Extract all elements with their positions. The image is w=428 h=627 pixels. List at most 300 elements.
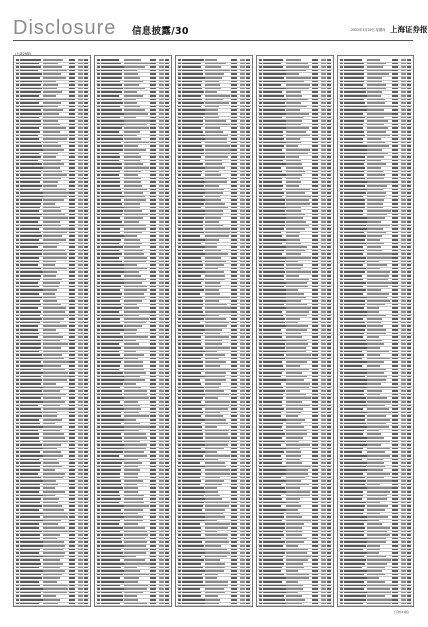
table-cell bbox=[78, 106, 83, 108]
table-cell bbox=[327, 99, 331, 101]
table-cell bbox=[240, 451, 245, 453]
table-cell bbox=[321, 415, 326, 417]
table-cell bbox=[240, 84, 245, 86]
table-cell bbox=[20, 221, 38, 223]
table-cell bbox=[259, 570, 262, 572]
table-cell bbox=[401, 203, 406, 205]
table-cell bbox=[327, 523, 331, 525]
table-cell bbox=[159, 160, 164, 162]
table-cell bbox=[340, 372, 343, 374]
table-cell bbox=[392, 300, 398, 302]
table-cell bbox=[312, 387, 318, 389]
table-cell bbox=[69, 199, 75, 201]
table-cell bbox=[344, 185, 365, 187]
table-cell bbox=[367, 343, 384, 345]
table-cell bbox=[205, 531, 217, 533]
table-cell bbox=[344, 264, 363, 266]
table-cell bbox=[259, 102, 262, 104]
table-cell bbox=[392, 59, 398, 61]
table-cell bbox=[205, 538, 227, 540]
table-cell bbox=[401, 138, 406, 140]
table-cell bbox=[159, 419, 164, 421]
table-cell bbox=[246, 372, 250, 374]
table-cell bbox=[259, 563, 262, 565]
table-cell bbox=[178, 329, 181, 331]
table-cell bbox=[150, 91, 156, 93]
table-cell bbox=[43, 379, 67, 381]
table-cell bbox=[78, 340, 83, 342]
table-cell bbox=[182, 282, 201, 284]
table-cell bbox=[259, 99, 262, 101]
table-cell bbox=[78, 81, 83, 83]
table-cell bbox=[84, 502, 88, 504]
table-cell bbox=[327, 142, 331, 144]
table-cell bbox=[150, 372, 156, 374]
table-cell bbox=[240, 581, 245, 583]
table-cell bbox=[344, 311, 368, 313]
table-cell bbox=[321, 282, 326, 284]
table-cell bbox=[124, 203, 140, 205]
table-cell bbox=[124, 581, 138, 583]
table-cell bbox=[263, 109, 285, 111]
table-cell bbox=[344, 372, 367, 374]
table-cell bbox=[263, 167, 281, 169]
table-cell bbox=[205, 95, 230, 97]
table-cell bbox=[263, 149, 282, 151]
table-cell bbox=[97, 178, 100, 180]
table-cell bbox=[97, 81, 100, 83]
table-cell bbox=[392, 271, 398, 273]
table-cell bbox=[367, 81, 382, 83]
table-cell bbox=[43, 505, 62, 507]
table-cell bbox=[263, 347, 285, 349]
table-cell bbox=[16, 127, 19, 129]
table-cell bbox=[150, 145, 156, 147]
table-cell bbox=[124, 318, 149, 320]
table-cell bbox=[407, 203, 411, 205]
table-cell bbox=[205, 415, 223, 417]
table-cell bbox=[392, 192, 398, 194]
table-cell bbox=[231, 466, 237, 468]
table-cell bbox=[43, 178, 61, 180]
table-cell bbox=[344, 217, 368, 219]
table-cell bbox=[312, 426, 318, 428]
table-cell bbox=[165, 603, 169, 605]
table-cell bbox=[240, 333, 245, 335]
table-cell bbox=[165, 88, 169, 90]
table-cell bbox=[182, 135, 205, 137]
table-cell bbox=[240, 340, 245, 342]
table-cell bbox=[101, 376, 125, 378]
table-cell bbox=[69, 405, 75, 407]
table-cell bbox=[263, 376, 281, 378]
table-cell bbox=[84, 581, 88, 583]
table-cell bbox=[327, 304, 331, 306]
table-cell bbox=[259, 484, 262, 486]
table-cell bbox=[165, 595, 169, 597]
table-cell bbox=[259, 498, 262, 500]
table-cell bbox=[407, 106, 411, 108]
table-cell bbox=[312, 199, 318, 201]
table-cell bbox=[407, 268, 411, 270]
table-cell bbox=[321, 426, 326, 428]
table-cell bbox=[16, 397, 19, 399]
table-cell bbox=[165, 250, 169, 252]
table-cell bbox=[178, 322, 181, 324]
table-cell bbox=[69, 462, 75, 464]
table-cell bbox=[401, 401, 406, 403]
table-cell bbox=[246, 394, 250, 396]
table-cell bbox=[321, 545, 326, 547]
table-cell bbox=[205, 77, 222, 79]
table-cell bbox=[20, 347, 41, 349]
table-cell bbox=[159, 235, 164, 237]
table-cell bbox=[407, 282, 411, 284]
table-cell bbox=[78, 390, 83, 392]
table-cell bbox=[182, 498, 206, 500]
table-cell bbox=[20, 527, 39, 529]
table-cell bbox=[165, 574, 169, 576]
table-cell bbox=[178, 257, 181, 259]
table-cell bbox=[43, 135, 68, 137]
table-cell bbox=[407, 390, 411, 392]
table-cell bbox=[78, 325, 83, 327]
table-cell bbox=[367, 322, 381, 324]
table-cell bbox=[321, 124, 326, 126]
table-cell bbox=[259, 383, 262, 385]
table-cell bbox=[401, 271, 406, 273]
table-cell bbox=[69, 513, 75, 515]
header-rule bbox=[13, 40, 413, 41]
table-cell bbox=[16, 556, 19, 558]
table-cell bbox=[263, 390, 285, 392]
table-cell bbox=[124, 336, 148, 338]
table-cell bbox=[124, 138, 141, 140]
table-cell bbox=[159, 556, 164, 558]
table-cell bbox=[286, 207, 301, 209]
table-cell bbox=[344, 91, 366, 93]
table-cell bbox=[286, 433, 307, 435]
table-cell bbox=[101, 84, 122, 86]
table-cell bbox=[78, 509, 83, 511]
table-cell bbox=[43, 163, 64, 165]
table-cell bbox=[159, 487, 164, 489]
table-cell bbox=[321, 286, 326, 288]
table-cell bbox=[16, 538, 19, 540]
table-cell bbox=[259, 545, 262, 547]
table-cell bbox=[43, 358, 64, 360]
table-cell bbox=[231, 387, 237, 389]
masthead-bar bbox=[13, 17, 428, 39]
table-cell bbox=[159, 441, 164, 443]
table-cell bbox=[263, 99, 286, 101]
table-cell bbox=[392, 282, 398, 284]
table-cell bbox=[178, 279, 181, 281]
table-cell bbox=[367, 73, 389, 75]
table-cell bbox=[263, 502, 286, 504]
table-cell bbox=[231, 570, 237, 572]
table-cell bbox=[159, 354, 164, 356]
table-cell bbox=[246, 462, 250, 464]
table-cell bbox=[231, 135, 237, 137]
table-cell bbox=[340, 347, 343, 349]
table-cell bbox=[97, 549, 100, 551]
table-cell bbox=[407, 70, 411, 72]
table-cell bbox=[407, 257, 411, 259]
table-cell bbox=[240, 541, 245, 543]
table-cell bbox=[16, 196, 19, 198]
table-cell bbox=[263, 293, 286, 295]
table-cell bbox=[340, 77, 343, 79]
table-cell bbox=[407, 347, 411, 349]
table-cell bbox=[401, 239, 406, 241]
table-cell bbox=[367, 408, 389, 410]
table-cell bbox=[97, 509, 100, 511]
table-cell bbox=[392, 70, 398, 72]
table-cell bbox=[240, 307, 245, 309]
table-cell bbox=[259, 444, 262, 446]
table-cell bbox=[97, 333, 100, 335]
table-cell bbox=[178, 109, 181, 111]
table-cell bbox=[78, 131, 83, 133]
table-cell bbox=[327, 487, 331, 489]
table-cell bbox=[84, 527, 88, 529]
table-cell bbox=[69, 318, 75, 320]
table-cell bbox=[124, 181, 141, 183]
table-cell bbox=[20, 127, 39, 129]
table-cell bbox=[43, 120, 58, 122]
table-cell bbox=[150, 545, 156, 547]
table-cell bbox=[182, 271, 205, 273]
table-cell bbox=[263, 534, 284, 536]
table-cell bbox=[246, 552, 250, 554]
table-cell bbox=[312, 117, 318, 119]
table-cell bbox=[392, 329, 398, 331]
table-cell bbox=[344, 156, 365, 158]
table-cell bbox=[240, 347, 245, 349]
table-cell bbox=[246, 300, 250, 302]
table-cell bbox=[124, 513, 138, 515]
table-cell bbox=[246, 538, 250, 540]
table-cell bbox=[392, 135, 398, 137]
table-cell bbox=[16, 311, 19, 313]
table-cell bbox=[263, 340, 287, 342]
table-cell bbox=[182, 318, 204, 320]
table-cell bbox=[340, 318, 343, 320]
table-cell bbox=[392, 275, 398, 277]
table-cell bbox=[178, 448, 181, 450]
table-cell bbox=[78, 502, 83, 504]
table-cell bbox=[240, 275, 245, 277]
table-cell bbox=[78, 520, 83, 522]
table-cell bbox=[159, 300, 164, 302]
table-cell bbox=[78, 311, 83, 313]
table-cell bbox=[69, 505, 75, 507]
table-cell bbox=[124, 315, 139, 317]
table-cell bbox=[321, 376, 326, 378]
table-cell bbox=[240, 534, 245, 536]
table-cell bbox=[327, 347, 331, 349]
table-cell bbox=[124, 221, 139, 223]
table-cell bbox=[159, 383, 164, 385]
table-cell bbox=[178, 307, 181, 309]
table-cell bbox=[327, 513, 331, 515]
table-cell bbox=[165, 203, 169, 205]
table-cell bbox=[182, 570, 205, 572]
table-cell bbox=[101, 487, 123, 489]
table-cell bbox=[240, 448, 245, 450]
table-cell bbox=[165, 405, 169, 407]
table-cell bbox=[246, 444, 250, 446]
table-cell bbox=[286, 534, 302, 536]
table-cell bbox=[101, 289, 120, 291]
table-cell bbox=[124, 592, 143, 594]
table-cell bbox=[407, 142, 411, 144]
table-cell bbox=[240, 153, 245, 155]
table-cell bbox=[165, 545, 169, 547]
table-cell bbox=[16, 268, 19, 270]
table-cell bbox=[240, 214, 245, 216]
table-cell bbox=[165, 448, 169, 450]
table-cell bbox=[84, 376, 88, 378]
table-cell bbox=[321, 520, 326, 522]
table-cell bbox=[165, 343, 169, 345]
table-cell bbox=[124, 293, 144, 295]
table-cell bbox=[367, 59, 380, 61]
table-cell bbox=[367, 325, 383, 327]
table-cell bbox=[246, 502, 250, 504]
table-cell bbox=[43, 127, 66, 129]
table-cell bbox=[286, 167, 303, 169]
table-cell bbox=[263, 145, 284, 147]
table-cell bbox=[340, 70, 343, 72]
table-cell bbox=[78, 192, 83, 194]
table-cell bbox=[344, 343, 367, 345]
table-cell bbox=[312, 120, 318, 122]
table-cell bbox=[43, 513, 68, 515]
table-cell bbox=[101, 577, 120, 579]
table-cell bbox=[367, 221, 381, 223]
table-cell bbox=[69, 239, 75, 241]
table-cell bbox=[327, 574, 331, 576]
table-cell bbox=[43, 329, 56, 331]
table-cell bbox=[392, 196, 398, 198]
table-cell bbox=[263, 88, 286, 90]
table-cell bbox=[78, 484, 83, 486]
table-cell bbox=[20, 433, 39, 435]
table-cell bbox=[344, 163, 364, 165]
table-cell bbox=[392, 120, 398, 122]
table-cell bbox=[178, 289, 181, 291]
table-cell bbox=[340, 163, 343, 165]
table-cell bbox=[321, 297, 326, 299]
table-cell bbox=[231, 552, 237, 554]
table-cell bbox=[124, 549, 148, 551]
table-cell bbox=[16, 70, 19, 72]
table-cell bbox=[84, 289, 88, 291]
table-cell bbox=[69, 563, 75, 565]
table-cell bbox=[16, 390, 19, 392]
table-cell bbox=[367, 419, 390, 421]
table-cell bbox=[97, 63, 100, 65]
table-cell bbox=[150, 160, 156, 162]
table-cell bbox=[240, 178, 245, 180]
table-cell bbox=[43, 408, 69, 410]
table-cell bbox=[344, 340, 366, 342]
table-cell bbox=[367, 243, 384, 245]
table-cell bbox=[312, 531, 318, 533]
table-cell bbox=[327, 505, 331, 507]
table-cell bbox=[240, 505, 245, 507]
table-cell bbox=[286, 426, 304, 428]
table-cell bbox=[407, 171, 411, 173]
table-cell bbox=[407, 354, 411, 356]
table-cell bbox=[286, 127, 309, 129]
table-cell bbox=[182, 246, 205, 248]
table-cell bbox=[259, 117, 262, 119]
table-cell bbox=[178, 156, 181, 158]
table-cell bbox=[401, 250, 406, 252]
table-cell bbox=[182, 315, 205, 317]
table-cell bbox=[231, 163, 237, 165]
table-cell bbox=[263, 235, 282, 237]
table-cell bbox=[246, 383, 250, 385]
table-cell bbox=[78, 73, 83, 75]
table-cell bbox=[344, 376, 365, 378]
table-cell bbox=[392, 127, 398, 129]
table-cell bbox=[124, 73, 138, 75]
table-cell bbox=[246, 196, 250, 198]
table-cell bbox=[246, 581, 250, 583]
table-cell bbox=[263, 239, 286, 241]
table-cell bbox=[246, 325, 250, 327]
table-cell bbox=[327, 138, 331, 140]
table-cell bbox=[101, 246, 123, 248]
table-cell bbox=[178, 189, 181, 191]
table-cell bbox=[246, 509, 250, 511]
table-cell bbox=[69, 491, 75, 493]
table-cell bbox=[327, 491, 331, 493]
table-cell bbox=[78, 261, 83, 263]
table-cell bbox=[392, 423, 398, 425]
table-cell bbox=[78, 379, 83, 381]
table-cell bbox=[263, 174, 287, 176]
table-cell bbox=[340, 243, 343, 245]
table-cell bbox=[182, 462, 200, 464]
table-cell bbox=[407, 358, 411, 360]
table-cell bbox=[101, 502, 119, 504]
table-cell bbox=[182, 145, 202, 147]
table-cell bbox=[246, 343, 250, 345]
table-cell bbox=[205, 113, 218, 115]
table-cell bbox=[20, 574, 41, 576]
table-cell bbox=[367, 232, 386, 234]
table-cell bbox=[205, 372, 226, 374]
table-cell bbox=[43, 559, 60, 561]
table-cell bbox=[84, 124, 88, 126]
table-cell bbox=[344, 145, 367, 147]
table-cell bbox=[340, 203, 343, 205]
table-cell bbox=[84, 599, 88, 601]
table-cell bbox=[231, 545, 237, 547]
table-cell bbox=[367, 415, 386, 417]
table-cell bbox=[286, 394, 306, 396]
table-cell bbox=[327, 109, 331, 111]
table-cell bbox=[231, 304, 237, 306]
table-cell bbox=[259, 275, 262, 277]
table-cell bbox=[312, 592, 318, 594]
table-cell bbox=[407, 185, 411, 187]
